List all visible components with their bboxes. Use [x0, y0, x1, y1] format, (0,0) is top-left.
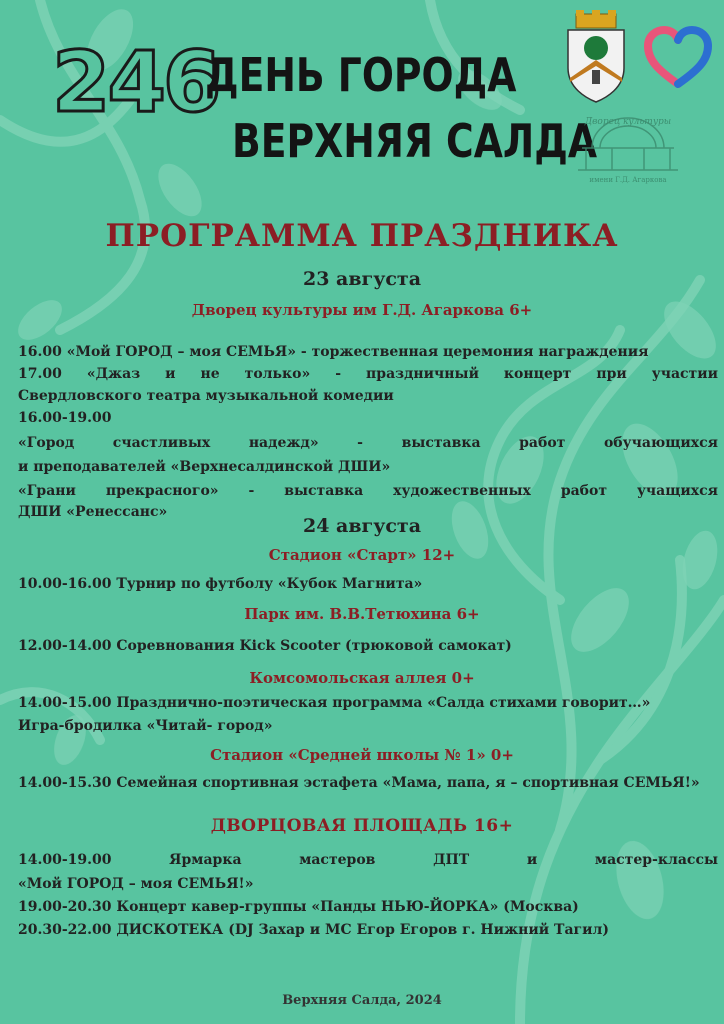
venue-school-stadium: Стадион «Средней школы № 1» 0+ [210, 746, 514, 764]
event-poetry: 14.00-15.00 Празднично-поэтическая программа «Салда стихами говорит…» [18, 695, 651, 711]
program-title: ПРОГРАММА ПРАЗДНИКА [105, 218, 619, 254]
anniversary-number: 246 [52, 33, 219, 131]
day2-date: 24 августа [302, 515, 422, 537]
day1-line-8: ДШИ «Ренессанс» [18, 504, 168, 520]
title-line-1: ДЕНЬ ГОРОДА [205, 48, 517, 102]
title-line-2: ВЕРХНЯЯ САЛДА [232, 114, 598, 168]
event-fair-cont: «Мой ГОРОД – моя СЕМЬЯ!» [18, 876, 254, 892]
city-crest-icon [562, 8, 630, 104]
venue-stadium-start: Стадион «Старт» 12+ [268, 546, 456, 564]
event-football: 10.00-16.00 Турнир по футболу «Кубок Магнита» [18, 576, 423, 592]
venue-palace-square: ДВОРЦОВАЯ ПЛОЩАДЬ 16+ [210, 816, 514, 836]
day1-line-1: 16.00 «Мой ГОРОД – моя СЕМЬЯ» - торжественная церемония награждения [18, 344, 649, 360]
palace-logo-icon [562, 108, 694, 188]
day1-line-5: «Город счастливых надежд» - выставка работ обучающихся [18, 435, 718, 451]
event-fair: 14.00-19.00 Ярмарка мастеров ДПТ и мастер-классы [18, 852, 718, 868]
day1-line-6: и преподавателей «Верхнесалдинской ДШИ» [18, 459, 391, 475]
day1-line-7: «Грани прекрасного» - выставка художественных работ учащихся [18, 483, 718, 499]
day1-venue: Дворец культуры им Г.Д. Агаркова 6+ [191, 301, 533, 319]
palace-logo-text-2: имени Г.Д. Агаркова [589, 176, 667, 184]
event-concert: 19.00-20.30 Концерт кавер-группы «Панды НЬЮ-ЙОРКА» (Москва) [18, 899, 579, 915]
event-game: Игра-бродилка «Читай- город» [18, 718, 273, 734]
footer-text: Верхняя Салда, 2024 [282, 993, 442, 1008]
heart-logo-icon [644, 26, 712, 90]
day1-line-2: 17.00 «Джаз и не только» - праздничный концерт при участии [18, 366, 718, 382]
event-relay: 14.00-15.30 Семейная спортивная эстафета «Мама, папа, я – спортивная СЕМЬЯ!» [18, 775, 700, 791]
day1-date: 23 августа [302, 268, 422, 290]
palace-logo-text-1: Дворец культуры [584, 117, 672, 127]
day1-line-4: 16.00-19.00 [18, 410, 112, 426]
event-disco: 20.30-22.00 ДИСКОТЕКА (DJ Захар и МС Егор Егоров г. Нижний Тагил) [18, 922, 609, 938]
venue-komsomol-alley: Комсомольская аллея 0+ [249, 669, 475, 687]
day1-line-3: Свердловского театра музыкальной комедии [18, 388, 394, 404]
venue-park: Парк им. В.В.Тетюхина 6+ [244, 605, 480, 623]
event-kick-scooter: 12.00-14.00 Соревнования Kick Scooter (трюковой самокат) [18, 638, 512, 654]
